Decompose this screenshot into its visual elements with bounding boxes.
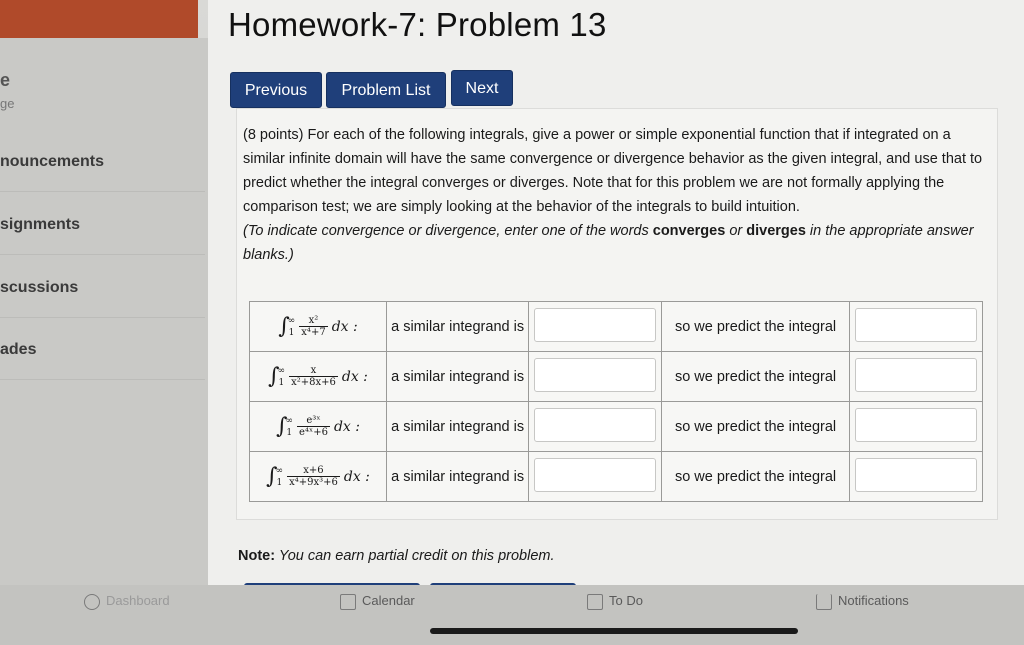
sidebar-item-assignments[interactable] [0, 195, 205, 255]
sidebar-item-announcements[interactable] [0, 132, 205, 192]
sidebar-item-label: nouncements [0, 153, 105, 170]
integrand-denominator: x⁴+7 [301, 327, 326, 338]
integrand-denominator: x⁴+9x³+6 [289, 477, 338, 488]
prediction-label: so we predict the integral [662, 402, 850, 452]
similar-integrand-label: a similar integrand is [387, 302, 529, 352]
integral-limits [286, 415, 294, 439]
tab-label: Notifications [838, 593, 909, 608]
differential: dx : [331, 318, 358, 335]
next-button[interactable]: Next [451, 70, 513, 106]
integral-limits [276, 465, 284, 489]
integrand-denominator: e⁴ˣ+6 [299, 427, 328, 438]
problem-prompt [243, 123, 983, 267]
integral-row [250, 352, 983, 402]
upper-limit: ∞ [277, 365, 286, 376]
hint-text: in the appropriate answer blanks.) [243, 223, 974, 263]
tab-label: Calendar [362, 593, 415, 608]
integral-limits [278, 365, 286, 389]
prediction-label: so we predict the integral [662, 452, 850, 502]
lower-limit: 1 [286, 427, 293, 438]
integral-expression [250, 402, 387, 452]
similar-integrand-label: a similar integrand is [387, 352, 529, 402]
page-title: Homework-7: Problem 13 [228, 6, 607, 43]
partial-credit-note [238, 548, 555, 564]
integrand-numerator: x² [299, 315, 327, 327]
problem-statement: (8 points) For each of the following integrals, give a power or simple exponential function that if integrated on a similar infinite domain will have the same convergence or divergence behavior as the given integral, and use that to predict whether the integral converges or diverges. Note that for this problem we are not formally applying the comparison test; we are simply looking at the behavior of the integrals to build intuition. [243, 127, 983, 215]
similar-integrand-cell [529, 302, 662, 352]
integral-row [250, 452, 983, 502]
tab-label: To Do [609, 593, 643, 608]
sidebar-item-grades[interactable] [0, 320, 205, 380]
similar-integrand-input[interactable] [534, 358, 656, 392]
answer-instructions [243, 219, 983, 267]
prediction-input[interactable] [855, 408, 977, 442]
tab-calendar[interactable] [340, 593, 415, 610]
integral-expression [250, 452, 387, 502]
hint-keyword-converges: converges [652, 223, 726, 239]
sidebar-header-bar [0, 0, 198, 38]
integrand-numerator: e³ˣ [297, 415, 330, 427]
tab-notifications[interactable] [816, 593, 909, 610]
lower-limit: 1 [276, 477, 283, 488]
note-label: Note: [238, 548, 276, 564]
home-indicator [430, 628, 798, 634]
lower-limit: 1 [278, 377, 285, 388]
integral-limits [288, 315, 296, 339]
prediction-cell [849, 402, 982, 452]
course-sidebar [0, 38, 210, 598]
tab-label: Dashboard [106, 593, 170, 608]
similar-integrand-label: a similar integrand is [387, 402, 529, 452]
notifications-icon [816, 594, 832, 610]
upper-limit: ∞ [287, 315, 296, 326]
integral-row [250, 402, 983, 452]
similar-integrand-cell [529, 352, 662, 402]
similar-integrand-input[interactable] [534, 458, 656, 492]
problem-page [208, 0, 1024, 595]
integrand-numerator: x+6 [287, 465, 340, 477]
prediction-input[interactable] [855, 458, 977, 492]
integrand-fraction [289, 365, 338, 388]
previous-button[interactable]: Previous [230, 72, 322, 108]
integrand-fraction [287, 465, 340, 488]
prediction-cell [849, 452, 982, 502]
sidebar-partial-heading: e [0, 70, 11, 90]
differential: dx : [343, 468, 370, 485]
integral-sign-icon: ∫ [278, 314, 290, 339]
similar-integrand-input[interactable] [534, 408, 656, 442]
prediction-cell [849, 302, 982, 352]
problem-list-button[interactable]: Problem List [326, 72, 446, 108]
integral-row [250, 302, 983, 352]
hint-text: (To indicate convergence or divergence, enter one of the words [243, 223, 653, 239]
tab-todo[interactable] [587, 593, 643, 610]
integral-sign-icon: ∫ [266, 464, 278, 489]
bottom-tab-bar [0, 585, 1024, 645]
prediction-label: so we predict the integral [662, 352, 850, 402]
sidebar-partial-subheading: ge [0, 96, 15, 111]
integral-expression [250, 302, 387, 352]
upper-limit: ∞ [275, 465, 284, 476]
sidebar-item-label: signments [0, 216, 81, 233]
prediction-input[interactable] [855, 358, 977, 392]
integrand-denominator: x²+8x+6 [291, 377, 336, 388]
hint-text: or [725, 223, 747, 239]
differential: dx : [341, 368, 368, 385]
todo-icon [587, 594, 603, 610]
integral-expression [250, 352, 387, 402]
similar-integrand-cell [529, 452, 662, 502]
similar-integrand-label: a similar integrand is [387, 452, 529, 502]
integrand-numerator: x [289, 365, 338, 377]
lower-limit: 1 [288, 327, 295, 338]
similar-integrand-input[interactable] [534, 308, 656, 342]
prediction-input[interactable] [855, 308, 977, 342]
differential: dx : [333, 418, 360, 435]
upper-limit: ∞ [285, 415, 294, 426]
sidebar-item-label: ades [0, 341, 37, 358]
prediction-cell [849, 352, 982, 402]
calendar-icon [340, 594, 356, 610]
problem-body [236, 108, 998, 520]
integrand-fraction [297, 415, 330, 438]
dashboard-icon [84, 594, 100, 610]
integrand-fraction [299, 315, 327, 338]
integral-sign-icon: ∫ [276, 414, 288, 439]
sidebar-item-discussions[interactable] [0, 258, 205, 318]
integrals-table [249, 301, 983, 502]
note-text: You can earn partial credit on this problem. [275, 548, 555, 564]
tab-dashboard[interactable] [84, 593, 170, 610]
integral-sign-icon: ∫ [268, 364, 280, 389]
prediction-label: so we predict the integral [662, 302, 850, 352]
similar-integrand-cell [529, 402, 662, 452]
hint-keyword-diverges: diverges [746, 223, 806, 239]
sidebar-item-label: scussions [0, 279, 79, 296]
